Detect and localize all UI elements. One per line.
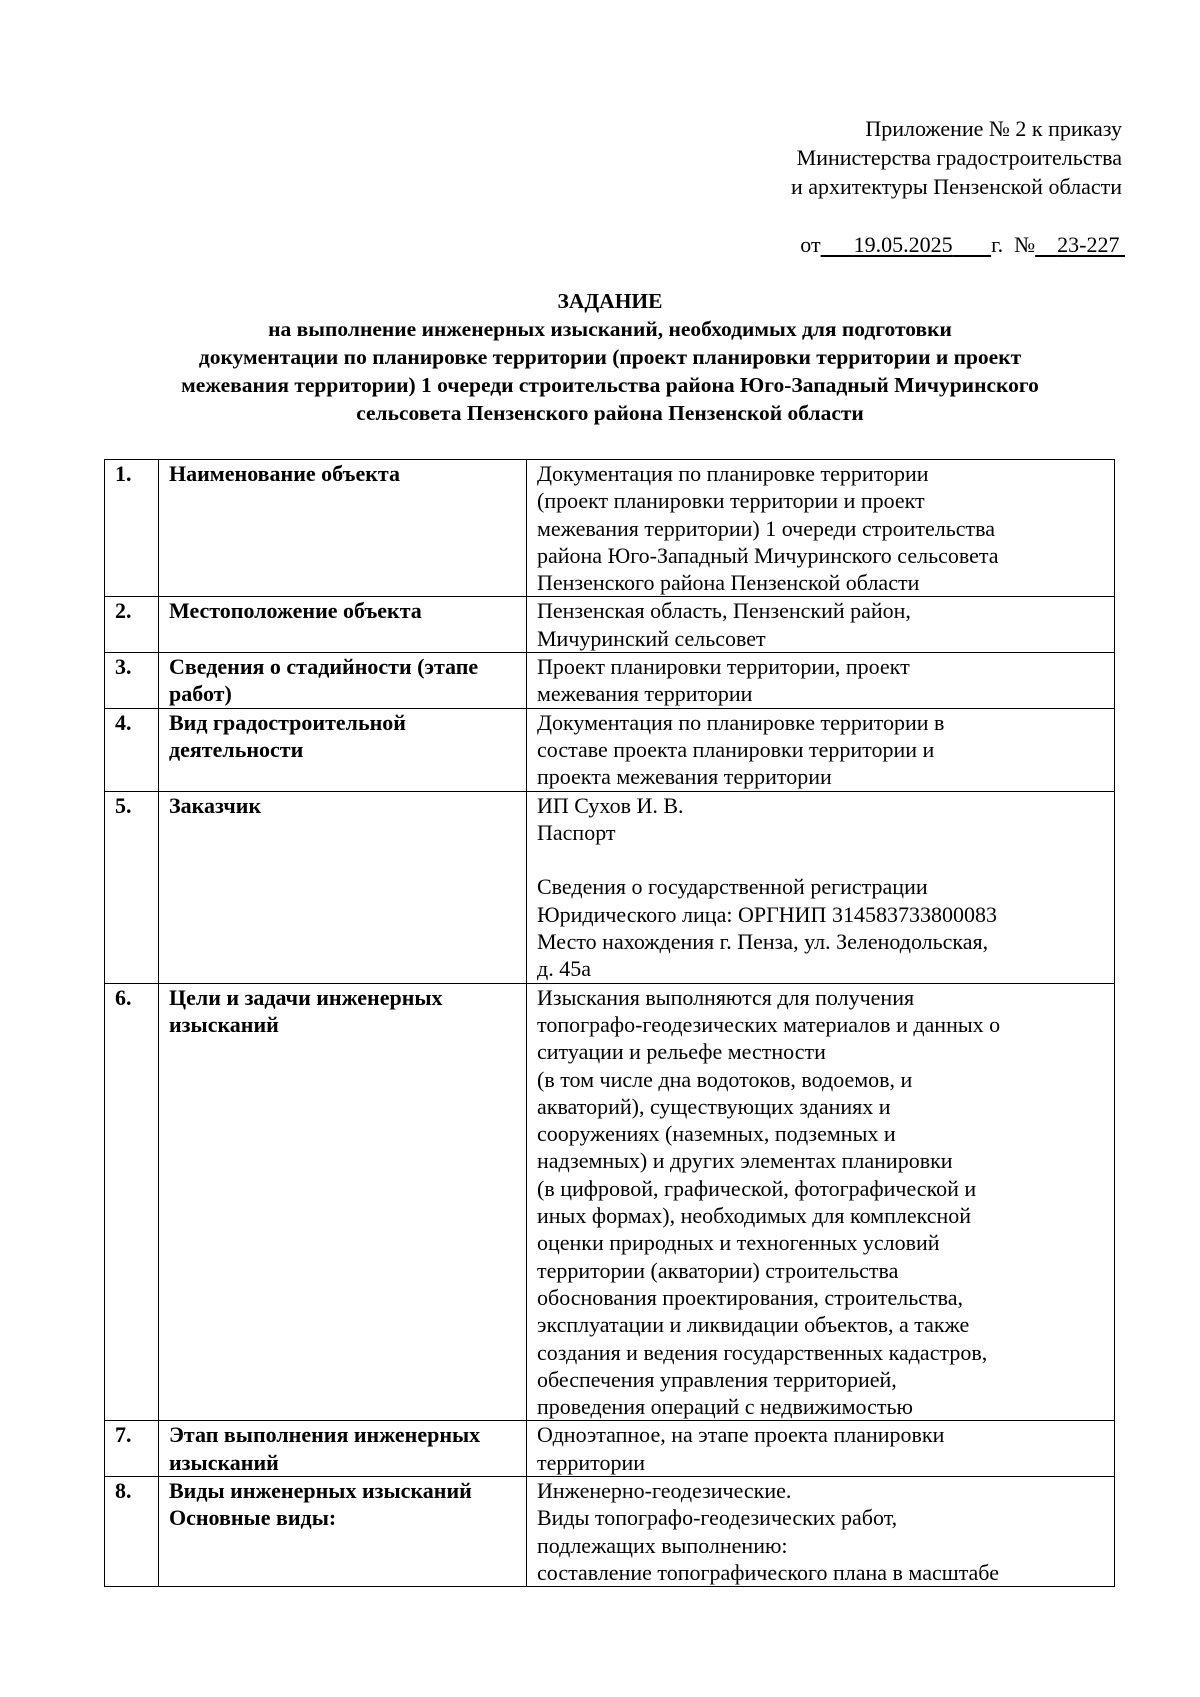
value-line: обоснования проектирования, строительства, bbox=[537, 1284, 963, 1310]
value-line: обеспечения управления территорией, bbox=[537, 1366, 897, 1392]
row-value bbox=[527, 1421, 1115, 1477]
value-line: района Юго-Западный Мичуринского сельсовета bbox=[537, 542, 999, 568]
table-row bbox=[105, 791, 1115, 983]
row-label: Вид градостроительной деятельности bbox=[159, 708, 527, 791]
approval-line: Министерства градостроительства bbox=[796, 145, 1122, 170]
value-line: межевания территории bbox=[537, 681, 753, 707]
table-row bbox=[105, 1476, 1115, 1586]
value-line: Пензенская область, Пензенский район, bbox=[537, 598, 911, 624]
table-row bbox=[105, 653, 1115, 709]
value-line: оценки природных и техногенных условий bbox=[537, 1230, 940, 1256]
row-number: 6. bbox=[105, 983, 159, 1421]
table-row bbox=[105, 460, 1115, 597]
value-line: д. 45а bbox=[537, 956, 591, 982]
row-number: 3. bbox=[105, 653, 159, 709]
order-year-mark: г. bbox=[991, 232, 1004, 257]
row-label: Местоположение объекта bbox=[159, 597, 527, 653]
value-line: (в цифровой, графической, фотографической и bbox=[537, 1175, 977, 1201]
value-line: (проект планировки территории и проект bbox=[537, 488, 925, 514]
value-line: составление топографического плана в масштабе bbox=[537, 1559, 999, 1585]
value-line: подлежащих выполнению: bbox=[537, 1532, 788, 1558]
row-value bbox=[527, 597, 1115, 653]
approval-line: и архитектуры Пензенской области bbox=[791, 174, 1122, 199]
row-value bbox=[527, 983, 1115, 1421]
row-number: 1. bbox=[105, 460, 159, 597]
value-line: территории bbox=[537, 1449, 646, 1475]
row-number: 2. bbox=[105, 597, 159, 653]
value-line: эксплуатации и ликвидации объектов, а также bbox=[537, 1312, 970, 1338]
row-label: Наименование объекта bbox=[159, 460, 527, 597]
value-line: акваторий), существующих зданиях и bbox=[537, 1093, 891, 1119]
value-line: Паспорт bbox=[537, 819, 616, 845]
approval-block bbox=[791, 114, 1122, 201]
subtitle-line: документации по планировке территории (проект планировки территории и проект bbox=[198, 345, 1022, 369]
table-row bbox=[105, 1421, 1115, 1477]
document-heading bbox=[110, 287, 1110, 427]
value-line: проекта межевания территории bbox=[537, 764, 832, 790]
row-value bbox=[527, 708, 1115, 791]
value-line: Проект планировки территории, проект bbox=[537, 654, 910, 680]
value-line: Одноэтапное, на этапе проекта планировки bbox=[537, 1422, 945, 1448]
value-line: Пензенского района Пензенской области bbox=[537, 570, 920, 596]
row-label: Сведения о стадийности (этапе работ) bbox=[159, 653, 527, 709]
order-number-mark: № bbox=[1014, 232, 1036, 257]
value-line: составе проекта планировки территории и bbox=[537, 736, 935, 762]
table-row bbox=[105, 983, 1115, 1421]
row-number: 5. bbox=[105, 791, 159, 983]
value-line: создания и ведения государственных кадастров, bbox=[537, 1339, 988, 1365]
approval-line: Приложение № 2 к приказу bbox=[865, 116, 1122, 141]
value-line: топографо-геодезических материалов и данных о bbox=[537, 1011, 1001, 1037]
row-number: 7. bbox=[105, 1421, 159, 1477]
order-date: 19.05.2025 bbox=[853, 232, 953, 257]
value-line: Изыскания выполняются для получения bbox=[537, 984, 915, 1010]
value-line: проведения операций с недвижимостью bbox=[537, 1394, 913, 1420]
value-line: (в том числе дна водотоков, водоемов, и bbox=[537, 1066, 913, 1092]
row-number: 8. bbox=[105, 1476, 159, 1586]
row-value bbox=[527, 460, 1115, 597]
row-label: Цели и задачи инженерных изысканий bbox=[159, 983, 527, 1421]
table-row bbox=[105, 597, 1115, 653]
value-line: межевания территории) 1 очереди строительства bbox=[537, 515, 995, 541]
subtitle-line: на выполнение инженерных изысканий, необходимых для подготовки bbox=[268, 317, 952, 341]
value-line: Документация по планировке территории в bbox=[537, 709, 945, 735]
order-reference bbox=[800, 230, 1125, 259]
value-line: Виды топографо-геодезических работ, bbox=[537, 1505, 898, 1531]
value-line: иных формах), необходимых для комплексной bbox=[537, 1203, 972, 1229]
row-value bbox=[527, 1476, 1115, 1586]
value-line: сооружениях (наземных, подземных и bbox=[537, 1121, 896, 1147]
value-line bbox=[537, 846, 1108, 873]
document-title: ЗАДАНИЕ bbox=[557, 289, 663, 313]
table-row bbox=[105, 708, 1115, 791]
value-line: Документация по планировке территории bbox=[537, 461, 929, 486]
row-label: Виды инженерных изысканий Основные виды: bbox=[159, 1476, 527, 1586]
row-label: Этап выполнения инженерных изысканий bbox=[159, 1421, 527, 1477]
value-line: ИП Сухов И. В. bbox=[537, 792, 684, 818]
value-line: Мичуринский сельсовет bbox=[537, 625, 766, 651]
value-line: Сведения о государственной регистрации bbox=[537, 874, 928, 900]
subtitle-line: межевания территории) 1 очереди строительства района Юго-Западный Мичуринского bbox=[181, 373, 1039, 397]
value-line: Инженерно-геодезические. bbox=[537, 1477, 792, 1503]
row-value bbox=[527, 791, 1115, 983]
row-label: Заказчик bbox=[159, 791, 527, 983]
row-value bbox=[527, 653, 1115, 709]
value-line: ситуации и рельефе местности bbox=[537, 1039, 826, 1065]
subtitle-line: сельсовета Пензенского района Пензенской области bbox=[356, 401, 864, 425]
specification-table bbox=[104, 459, 1115, 1587]
row-number: 4. bbox=[105, 708, 159, 791]
order-prefix: от bbox=[800, 232, 821, 257]
order-number: 23-227 bbox=[1057, 232, 1120, 257]
value-line: территории (акватории) строительства bbox=[537, 1257, 899, 1283]
value-line: Юридического лица: ОРГНИП 314583733800083 bbox=[537, 901, 997, 927]
value-line: Место нахождения г. Пенза, ул. Зеленодольская, bbox=[537, 929, 989, 955]
value-line: надземных) и других элементах планировки bbox=[537, 1148, 953, 1174]
